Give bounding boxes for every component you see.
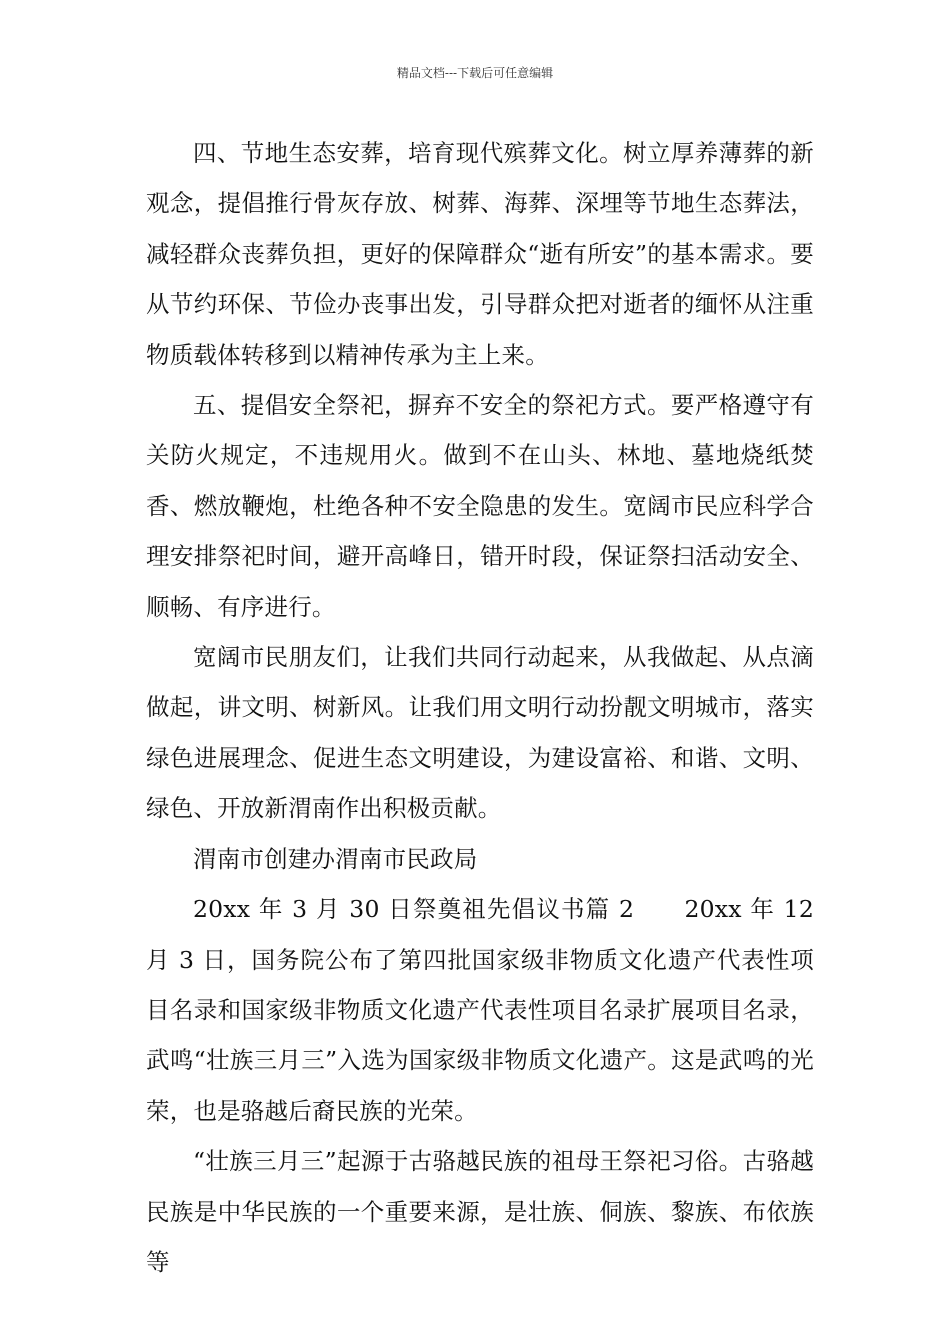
paragraph-article-2-origin: “壮族三月三”起源于古骆越民族的祖母王祭祀习俗。古骆越民族是中华民族的一个重要来源，是壮族、侗族、黎族、布依族等 — [146, 1147, 814, 1276]
paragraph-safe-worship: 五、提倡安全祭祀，摒弃不安全的祭祀方式。要严格遵守有关防火规定，不违规用火。做到不在山头、林地、墓地烧纸焚香、燃放鞭炮，杜绝各种不安全隐患的发生。宽阔市民应科学合理安排祭祀时间，避开高峰日，错开时段，保证祭扫活动安全、顺畅、有序进行。 — [146, 391, 814, 621]
document-body — [146, 128, 814, 1287]
paragraph-call-to-action: 宽阔市民朋友们，让我们共同行动起来，从我做起、从点滴做起，讲文明、树新风。让我们用文明行动扮靓文明城市，落实绿色进展理念、促进生态文明建设，为建设富裕、和谐、文明、绿色、开放新渭南作出积极贡献。 — [146, 643, 814, 823]
paragraph-signature: 渭南市创建办渭南市民政局 — [193, 844, 478, 873]
paragraph-burial-reform: 四、节地生态安葬，培育现代殡葬文化。树立厚养薄葬的新观念，提倡推行骨灰存放、树葬、海葬、深埋等节地生态葬法，减轻群众丧葬负担，更好的保障群众“逝有所安”的基本需求。要从节约环保、节俭办丧事出发，引导群众把对逝者的缅怀从注重物质载体转移到以精神传承为主上来。 — [146, 139, 814, 369]
page-header: 精品文档---下载后可任意编辑 — [396, 66, 554, 80]
paragraph-article-2-intro: 20xx 年 3 月 30 日祭奠祖先倡议书篇 2 20xx 年 12 月 3 日，国务院公布了第四批国家级非物质文化遗产代表性项目名录和国家级非物质文化遗产代表性项目名录扩展项目名录，武鸣“壮族三月三”入选为国家级非物质文化遗产。这是武鸣的光荣，也是骆越后裔民族的光荣。 — [146, 895, 814, 1125]
